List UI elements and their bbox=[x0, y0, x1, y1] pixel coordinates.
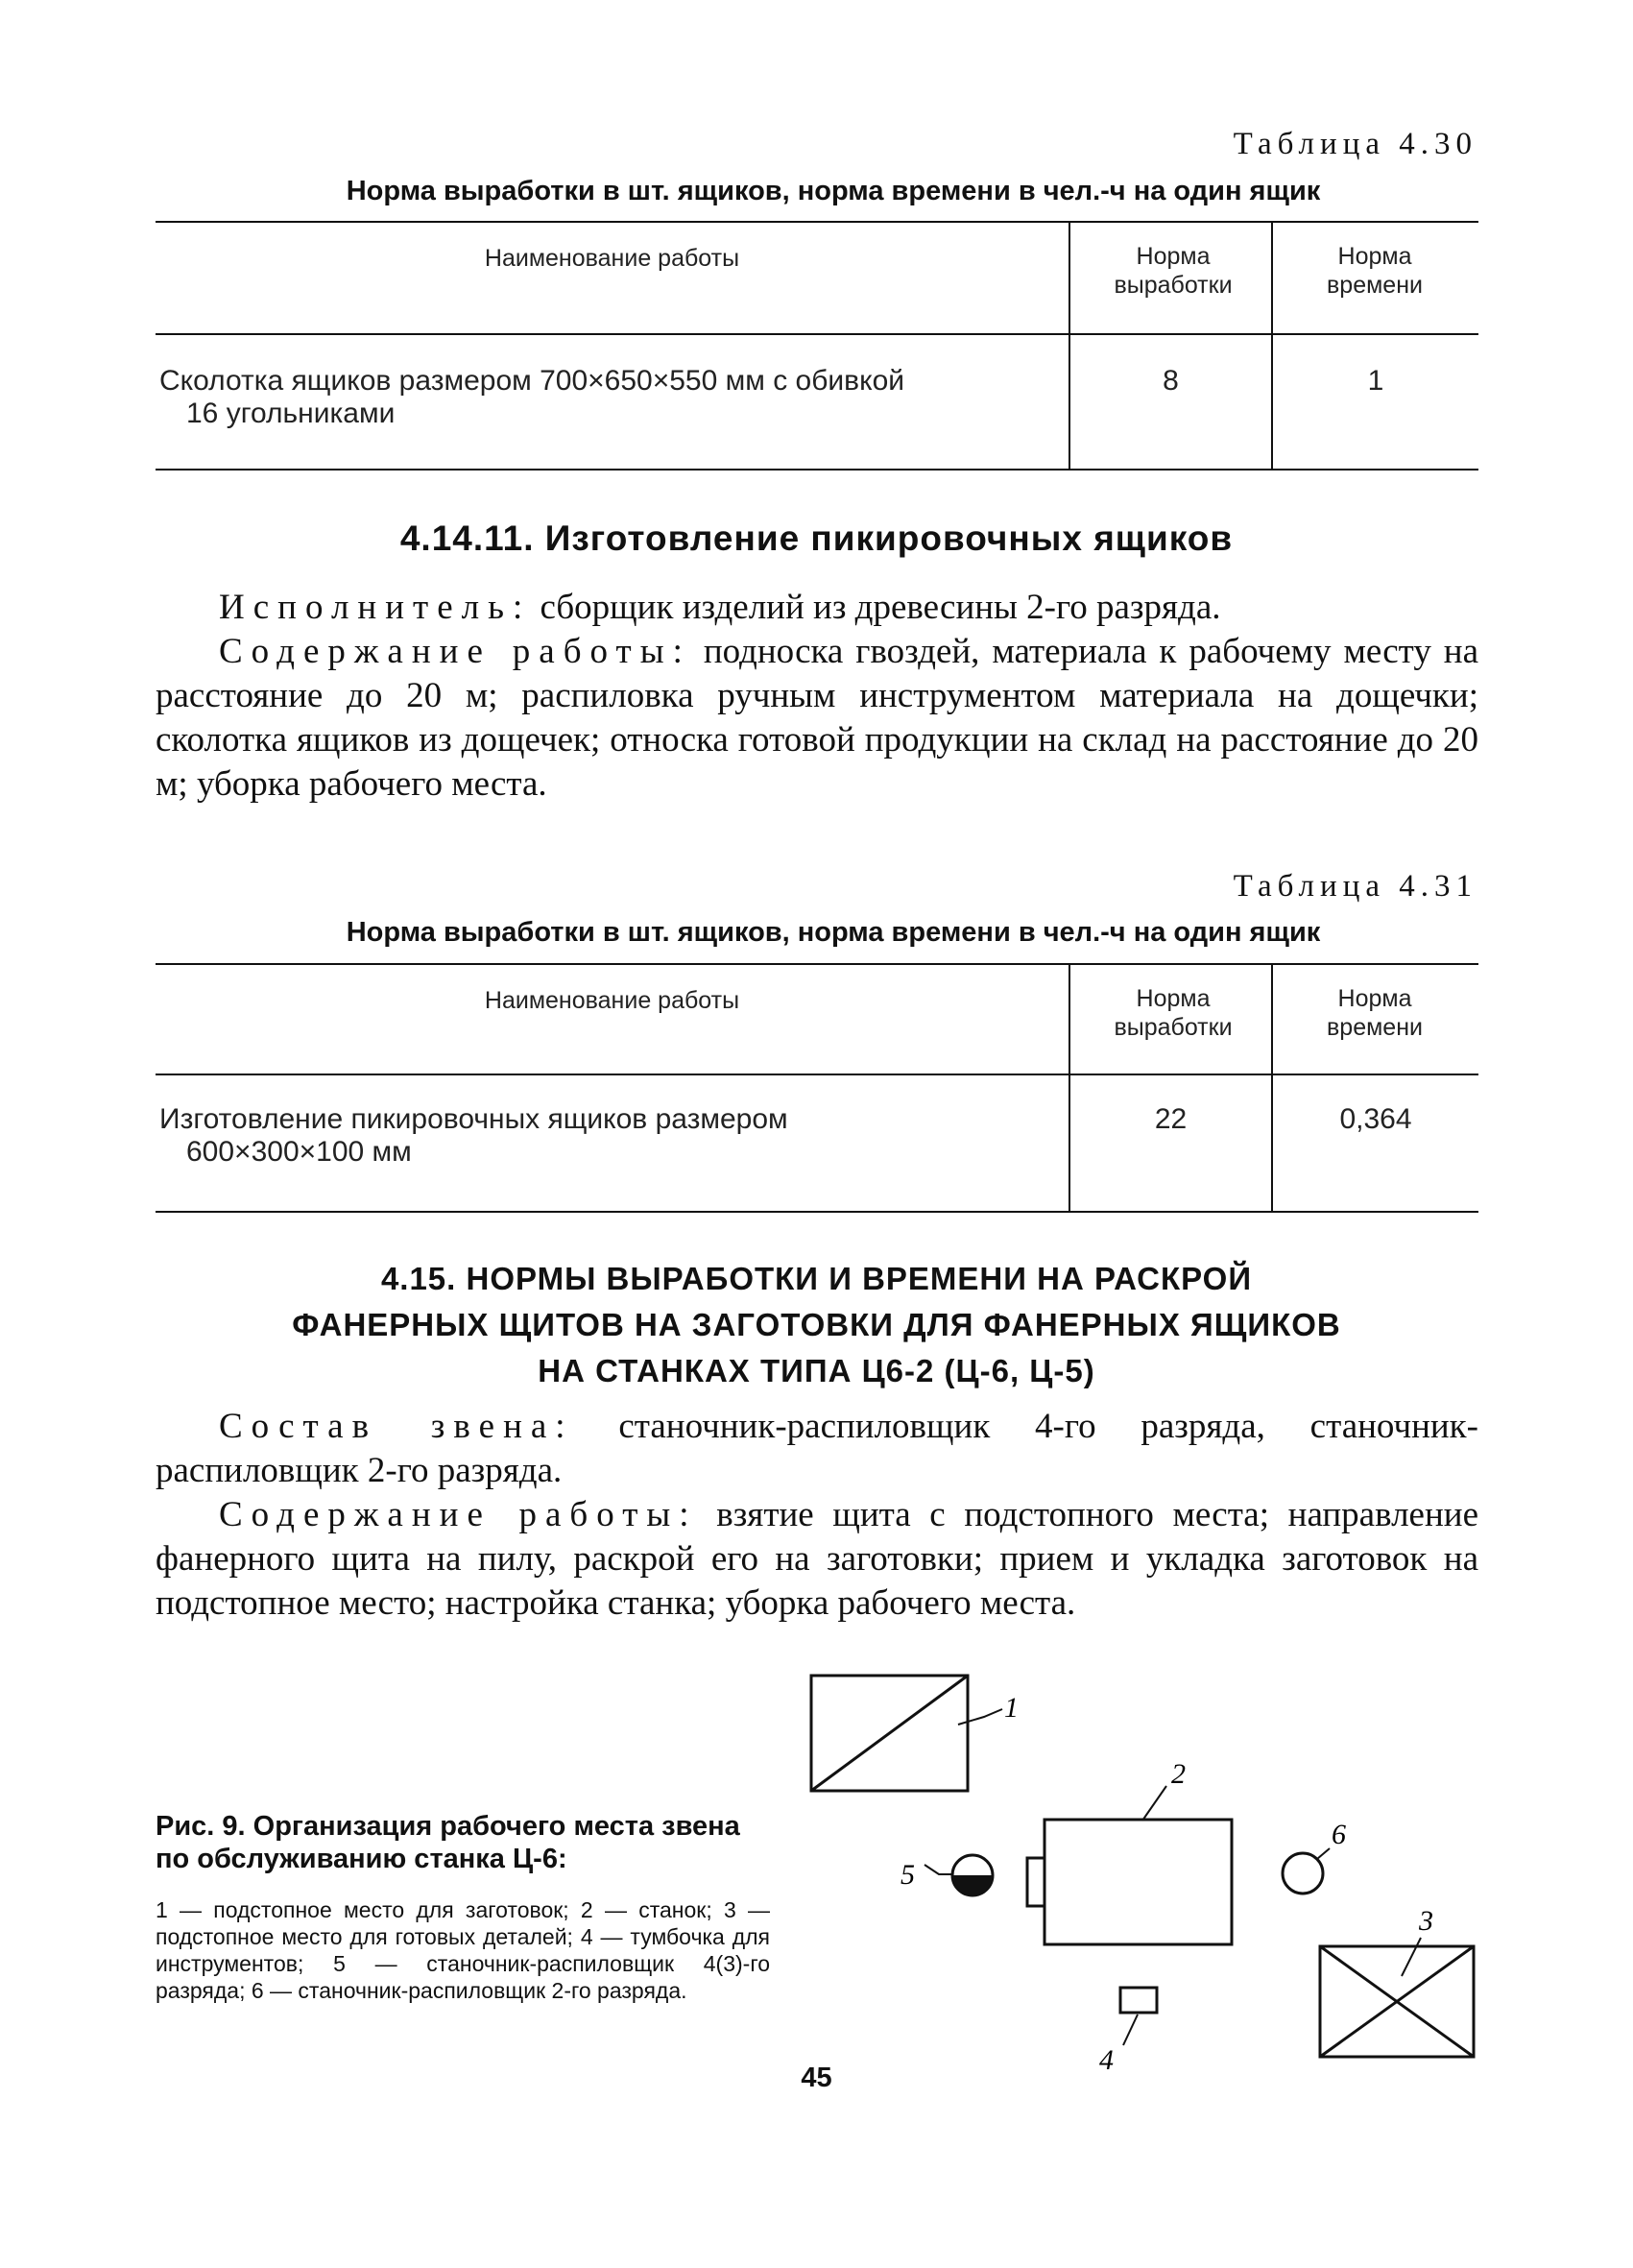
crew-text: станочник-распиловщик 4-го разряда, станочник-распиловщик 2-го разряда. bbox=[156, 1407, 1478, 1490]
table-431-title: Норма выработки в шт. ящиков, норма времени в чел.-ч на один ящик bbox=[346, 917, 1321, 948]
table-column-divider bbox=[1271, 221, 1273, 470]
table-bottom-rule bbox=[156, 469, 1478, 470]
header-work-name: Наименование работы bbox=[484, 987, 740, 1014]
header-norm-output: Норма выработки bbox=[1114, 985, 1233, 1041]
header-norm-time: Норма времени bbox=[1327, 985, 1423, 1041]
heading-line: 4.15. НОРМЫ ВЫРАБОТКИ И ВРЕМЕНИ НА РАСКРОЙ bbox=[380, 1261, 1253, 1296]
figure-legend: 1 — подстопное место для заготовок; 2 — станок; 3 — подстопное место для готовых деталей; 4 — тумбочка для инструментов; 5 — станочник-распиловщик 4(3)-го разряда; 6 — станочник-распиловщик 2-го разряда. bbox=[156, 1897, 770, 2003]
table-column-divider bbox=[1271, 963, 1273, 1213]
table-430 bbox=[156, 221, 1478, 472]
work-name-line: Сколотка ящиков размером 700×650×550 мм с обивкой bbox=[159, 365, 905, 397]
table-bottom-rule bbox=[156, 1211, 1478, 1213]
paragraph-content-415 bbox=[156, 1493, 1478, 1626]
blank-stock-place bbox=[811, 1676, 1019, 1791]
page-number: 45 bbox=[801, 2063, 832, 2093]
section-heading: 4.14.11. Изготовление пикировочных ящиков bbox=[399, 519, 1234, 558]
heading-line: НА СТАНКАХ ТИПА Ц6-2 (Ц-6, Ц-5) bbox=[538, 1353, 1095, 1388]
label-5: 5 bbox=[901, 1859, 915, 1891]
content-label: Содержание работы: bbox=[219, 1495, 698, 1534]
table-top-rule bbox=[156, 221, 1478, 223]
paragraph-crew bbox=[156, 1405, 1478, 1493]
table-row-norm-output: 22 bbox=[1154, 1103, 1188, 1135]
table-row-norm-output: 8 bbox=[1163, 365, 1179, 397]
table-header-rule bbox=[156, 1074, 1478, 1075]
performer-label: Исполнитель: bbox=[219, 588, 532, 627]
table-430-label: Таблица 4.30 bbox=[1233, 127, 1477, 161]
performer-text: сборщик изделий из древесины 2-го разряда. bbox=[540, 588, 1221, 627]
paragraph-content bbox=[156, 630, 1478, 807]
label-1: 1 bbox=[1004, 1692, 1019, 1724]
table-top-rule bbox=[156, 963, 1478, 965]
table-column-divider bbox=[1069, 963, 1070, 1213]
workplace-diagram bbox=[787, 1661, 1498, 2084]
work-name-line: Изготовление пикировочных ящиков размером bbox=[159, 1103, 788, 1135]
table-431 bbox=[156, 963, 1478, 1215]
content-text: взятие щита с подстопного места; направление фанерного щита на пилу, раскрой его на заготовки; прием и укладка заготовок на подстопное место; настройка станка; уборка рабочего места. bbox=[156, 1495, 1478, 1623]
label-2: 2 bbox=[1171, 1758, 1186, 1790]
table-header-rule bbox=[156, 333, 1478, 335]
table-row-work-name bbox=[159, 365, 1062, 430]
table-430-title: Норма выработки в шт. ящиков, норма времени в чел.-ч на один ящик bbox=[346, 176, 1321, 206]
crew-label: Состав звена: bbox=[219, 1407, 574, 1446]
operator-grade-4 bbox=[901, 1855, 993, 1895]
label-3: 3 bbox=[1419, 1905, 1433, 1937]
table-row-norm-time: 1 bbox=[1367, 365, 1384, 397]
machine bbox=[1027, 1758, 1232, 1944]
section-415-heading bbox=[0, 1256, 1633, 1394]
content-label: Содержание работы: bbox=[219, 632, 691, 671]
label-6: 6 bbox=[1332, 1819, 1346, 1850]
finished-parts-stock-place bbox=[1320, 1905, 1474, 2057]
header-norm-output: Норма выработки bbox=[1114, 243, 1233, 299]
content-text: подноска гвоздей, материала к рабочему месту на расстояние до 20 м; распиловка ручным инструментом материала на дощечки; сколотка ящиков из дощечек; относка готовой продукции на склад на расстояние до 20 м; уборка рабочего места. bbox=[156, 632, 1478, 804]
table-431-label: Таблица 4.31 bbox=[1233, 869, 1477, 904]
paragraph-performer bbox=[156, 586, 1478, 630]
label-4: 4 bbox=[1099, 2044, 1114, 2076]
table-row-work-name bbox=[159, 1103, 1062, 1169]
work-name-line: 600×300×100 мм bbox=[186, 1136, 412, 1168]
heading-line: ФАНЕРНЫХ ЩИТОВ НА ЗАГОТОВКИ ДЛЯ ФАНЕРНЫХ ЯЩИКОВ bbox=[292, 1307, 1341, 1342]
figure-title: Рис. 9. Организация рабочего места звена по обслуживанию станка Ц-6: bbox=[156, 1811, 740, 1874]
table-row-norm-time: 0,364 bbox=[1339, 1103, 1412, 1135]
operator-grade-2 bbox=[1283, 1819, 1346, 1894]
header-norm-time: Норма времени bbox=[1327, 243, 1423, 299]
work-name-line: 16 угольниками bbox=[186, 398, 396, 429]
table-column-divider bbox=[1069, 221, 1070, 470]
header-work-name: Наименование работы bbox=[484, 245, 740, 272]
